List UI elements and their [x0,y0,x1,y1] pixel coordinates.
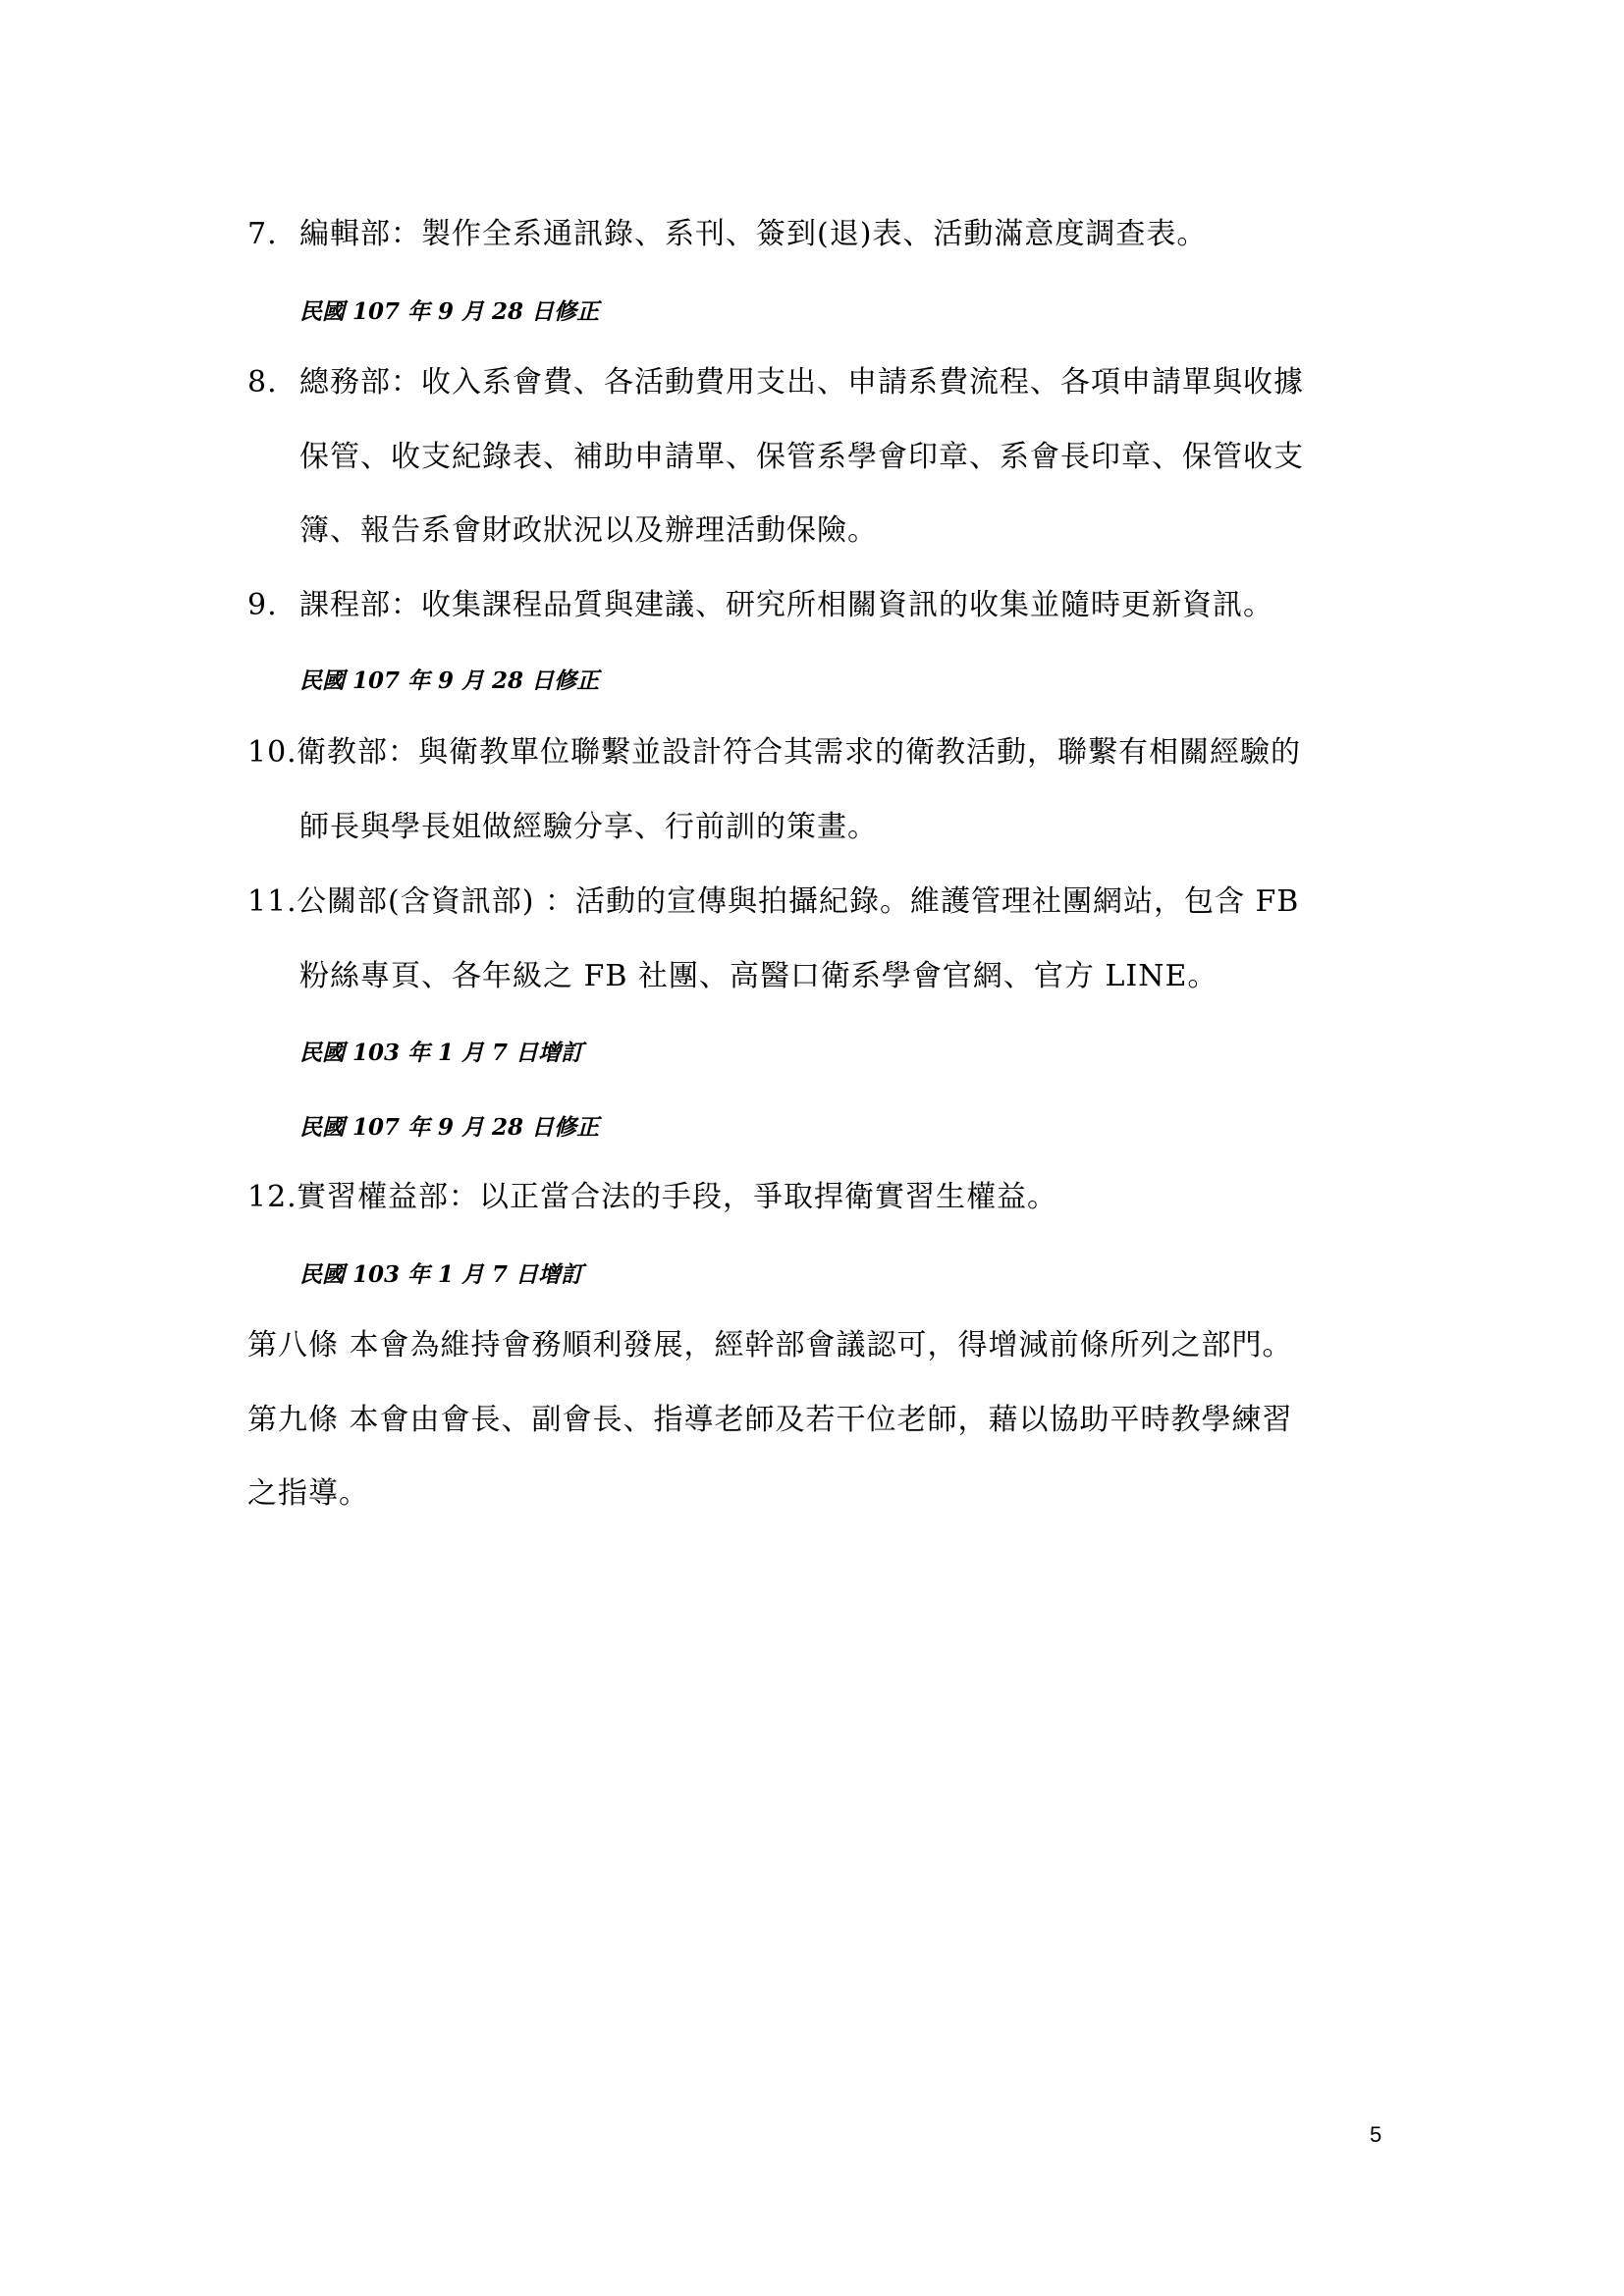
item-text: 衛教部：與衛教單位聯繫並設計符合其需求的衛教活動，聯繫有相關經驗的 [297,735,1301,770]
item-text-continuation: 簿、報告系會財政狀況以及辦理活動保險。 [299,513,878,548]
amendment-note: 民國 107 年 9 月 28 日修正 [299,298,600,325]
article-9: 第九條 本會由會長、副會長、指導老師及若干位老師，藉以協助平時教學練習 [247,1403,1293,1437]
list-item-10 [247,733,1301,773]
article-9-continuation: 之指導。 [247,1476,369,1511]
page-number: 5 [1370,2122,1382,2147]
item-text-continuation: 師長與學長姐做經驗分享、行前訓的策畫。 [299,810,878,844]
item-number: 11. [247,884,298,919]
list-item-9 [247,586,1273,625]
item-number: 7. [247,217,278,251]
list-item-11 [247,882,1299,922]
item-text-continuation: 粉絲專頁、各年級之 FB 社團、高醫口衛系學會官網、官方 LINE。 [299,959,1218,993]
item-number: 9. [247,588,278,622]
item-text: 實習權益部：以正當合法的手段，爭取捍衛實習生權益。 [297,1180,1057,1214]
list-item-12 [247,1178,1057,1217]
item-text: 編輯部：製作全系通訊錄、系刊、簽到(退)表、活動滿意度調查表。 [299,217,1208,251]
article-8: 第八條 本會為維持會務順利發展，經幹部會議認可，得增減前條所列之部門。 [247,1328,1293,1362]
list-item-7 [247,215,1207,254]
amendment-note: 民國 107 年 9 月 28 日修正 [299,667,600,694]
item-text: 課程部：收集課程品質與建議、研究所相關資訊的收集並隨時更新資訊。 [299,588,1273,622]
item-number: 10. [247,735,298,770]
amendment-note: 民國 103 年 1 月 7 日增訂 [299,1040,584,1066]
item-number: 12. [247,1180,298,1214]
amendment-note: 民國 107 年 9 月 28 日修正 [299,1114,600,1141]
amendment-note: 民國 103 年 1 月 7 日增訂 [299,1261,584,1288]
item-number: 8. [247,365,278,400]
item-text: 總務部：收入系會費、各活動費用支出、申請系費流程、各項申請單與收據 [299,365,1304,400]
list-item-8 [247,363,1304,402]
item-text-continuation: 保管、收支紀錄表、補助申請單、保管系學會印章、系會長印章、保管收支 [299,440,1304,474]
item-text: 公關部(含資訊部) ：活動的宣傳與拍攝紀錄。維護管理社團網站，包含 FB [297,884,1300,919]
